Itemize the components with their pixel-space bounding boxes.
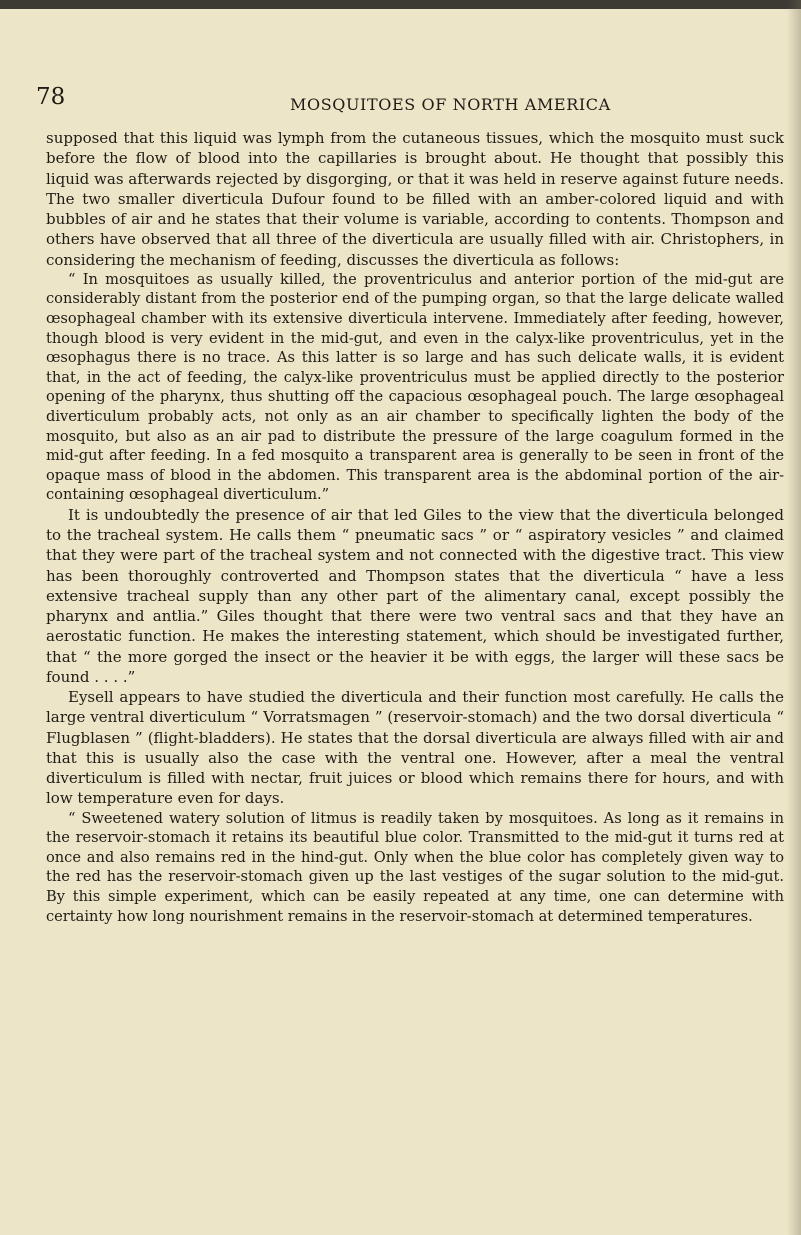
- page-number: 78: [36, 84, 66, 110]
- page-top-edge: [0, 0, 801, 9]
- body-text: [46, 128, 784, 926]
- paragraph-1: supposed that this liquid was lymph from the cutaneous tissues, which the mosquito must suck before the flow of blood into the capillaries is brought about. He thought that possibly this liquid was afterwards rejected by disgorging, or that it was held in reserve against future needs. The two smaller diverticula Dufour found to be filled with an amber-colored liquid and with bubbles of air and he states that their volume is variable, according to contents. Thompson and others have observed that all three of the diverticula are usually filled with air. Christophers, in considering the mechanism of feeding, discusses the diverticula as follows:: [46, 129, 784, 269]
- page-binding-shadow: [787, 0, 801, 1235]
- paragraph-3: It is undoubtedly the presence of air that led Giles to the view that the diverticula belonged to the tracheal system. He calls them “ pneumatic sacs ” or “ aspiratory vesicles ” and claimed that they were part of the tracheal system and not connected with the digestive tract. This view has been thoroughly controverted and Thompson states that the diverticula “ have a less extensive tracheal supply than any other part of the alimentary canal, except possibly the pharynx and antlia.” Giles thought that there were two ventral sacs and that they have an aerostatic function. He makes the interesting statement, which should be investigated further, that “ the more gorged the insect or the heavier it be with eggs, the larger will these sacs be found . . . .”: [46, 505, 784, 686]
- paragraph-2-quotation: “ In mosquitoes as usually killed, the proventriculus and anterior portion of the mid-gut are considerably distant from the posterior end of the pumping organ, so that the large delicate walled œsophageal chamber with its extensive diverticula intervene. Immediately after feeding, however, though blood is very evident in the mid-gut, and even in the calyx-like proventriculus, yet in the œsophagus there is no trace. As this latter is so large and has such delicate walls, it is evident that, in the act of feeding, the calyx-like proventriculus must be applied directly to the posterior opening of the pharynx, thus shutting off the capacious œsophageal pouch. The large œsophageal diverticulum probably acts, not only as an air chamber to specifically lighten the body of the mosquito, but also as an air pad to distribute the pressure of the large coagulum formed in the mid-gut after feeding. In a fed mosquito a transparent area is generally to be seen in front of the opaque mass of blood in the abdomen. This transparent area is the abdominal portion of the air-containing œsophageal diverticulum.”: [46, 270, 784, 504]
- running-head: MOSQUITOES OF NORTH AMERICA: [290, 95, 611, 114]
- paragraph-5-quotation: “ Sweetened watery solution of litmus is readily taken by mosquitoes. As long as it remains in the reservoir-stomach it retains its beautiful blue color. Transmitted to the mid-gut it turns red at once and also remains red in the hind-gut. Only when the blue color has completely given way to the red has the reservoir-stomach given up the last vestiges of the sugar solution to the mid-gut. By this simple experiment, which can be easily repeated at any time, one can determine with certainty how long nourishment remains in the reservoir-stomach at determined temperatures.: [46, 809, 784, 925]
- paragraph-4: Eysell appears to have studied the diverticula and their function most carefully. He calls the large ventral diverticulum “ Vorratsmagen ” (reservoir-stomach) and the two dorsal diverticula “ Flugblasen ” (flight-bladders). He states that the dorsal diverticula are always filled with air and that this is usually also the case with the ventral one. However, after a meal the ventral diverticulum is filled with nectar, fruit juices or blood which remains there for hours, and with low temperature even for days.: [46, 688, 784, 808]
